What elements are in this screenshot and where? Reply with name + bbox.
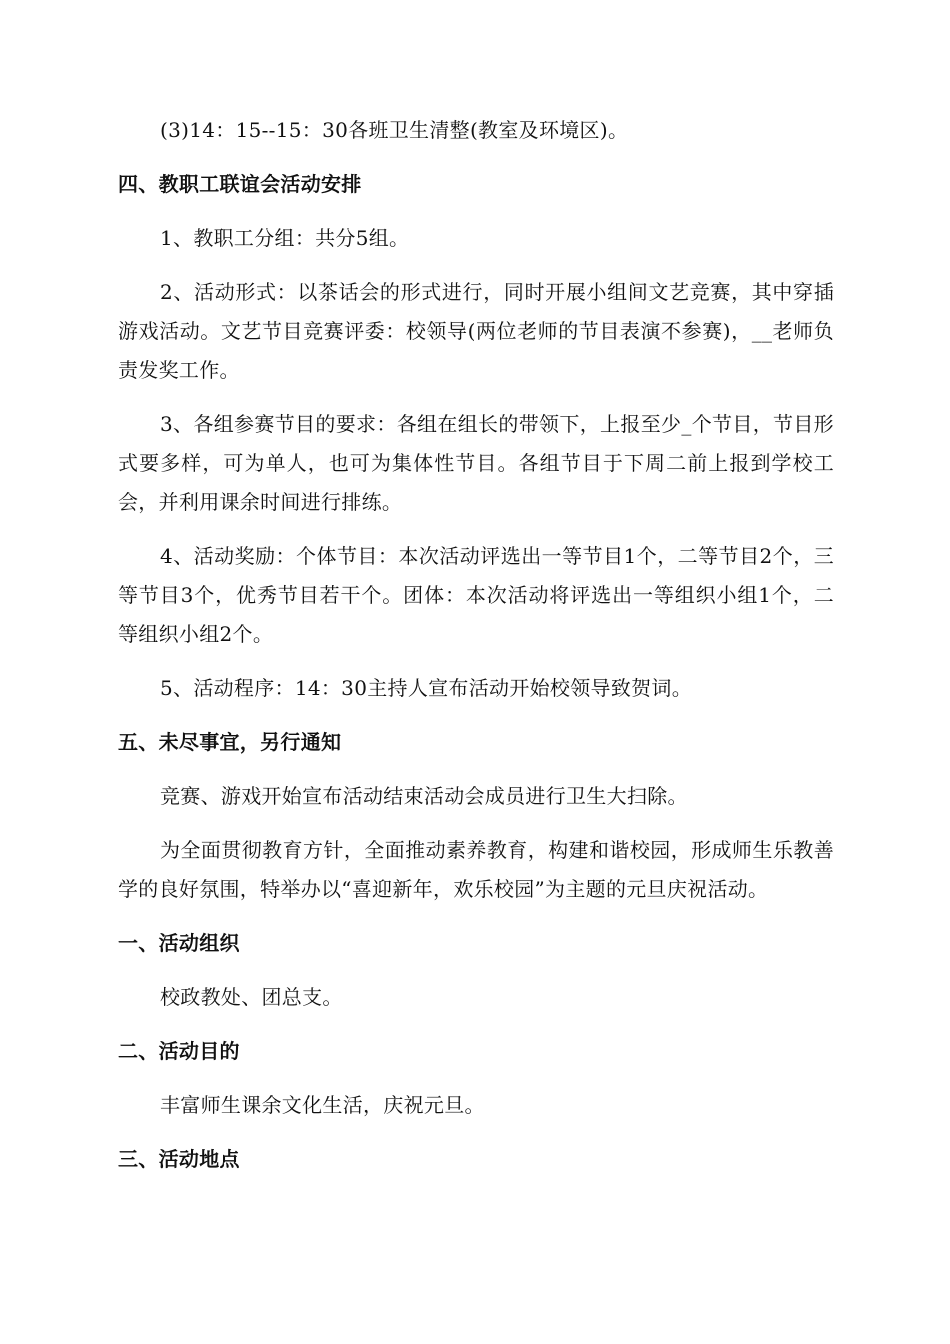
paragraph-staff-groups: 1、教职工分组：共分5组。 xyxy=(160,226,410,250)
paragraph-program-requirements: 3、各组参赛节目的要求：各组在组长的带领下，上报至少_个节目，节目形式要多样，可为单人，也可为集体性节目。各组节目于下周二前上报到学校工会，并利用课余时间进行排练。 xyxy=(118,412,834,514)
heading-other-matters: 五、未尽事宜，另行通知 xyxy=(118,730,342,754)
paragraph-activity-form: 2、活动形式：以茶话会的形式进行，同时开展小组间文艺竞赛，其中穿插游戏活动。文艺节目竞赛评委：校领导(两位老师的节目表演不参赛)，__老师负责发奖工作。 xyxy=(118,280,834,382)
heading-purpose: 二、活动目的 xyxy=(118,1039,240,1063)
heading-organization: 一、活动组织 xyxy=(118,931,240,955)
paragraph-introduction: 为全面贯彻教育方针，全面推动素养教育，构建和谐校园，形成师生乐教善学的良好氛围，特举办以“喜迎新年，欢乐校园”为主题的元旦庆祝活动。 xyxy=(118,838,834,901)
paragraph-competition-end: 竞赛、游戏开始宣布活动结束活动会成员进行卫生大扫除。 xyxy=(160,784,688,808)
paragraph-purpose: 丰富师生课余文化生活，庆祝元旦。 xyxy=(160,1093,485,1117)
heading-staff-party: 四、教职工联谊会活动安排 xyxy=(118,172,362,196)
paragraph-awards: 4、活动奖励：个体节目：本次活动评选出一等节目1个，二等节目2个，三等节目3个，优秀节目若干个。团体：本次活动将评选出一等组织小组1个，二等组织小组2个。 xyxy=(118,544,834,646)
paragraph-organizers: 校政教处、团总支。 xyxy=(160,985,343,1009)
heading-location: 三、活动地点 xyxy=(118,1147,240,1171)
paragraph-procedure: 5、活动程序：14：30主持人宣布活动开始校领导致贺词。 xyxy=(160,676,693,700)
paragraph-cleanup-schedule: (3)14：15--15：30各班卫生清整(教室及环境区)。 xyxy=(160,118,629,142)
document-body xyxy=(118,111,834,1179)
